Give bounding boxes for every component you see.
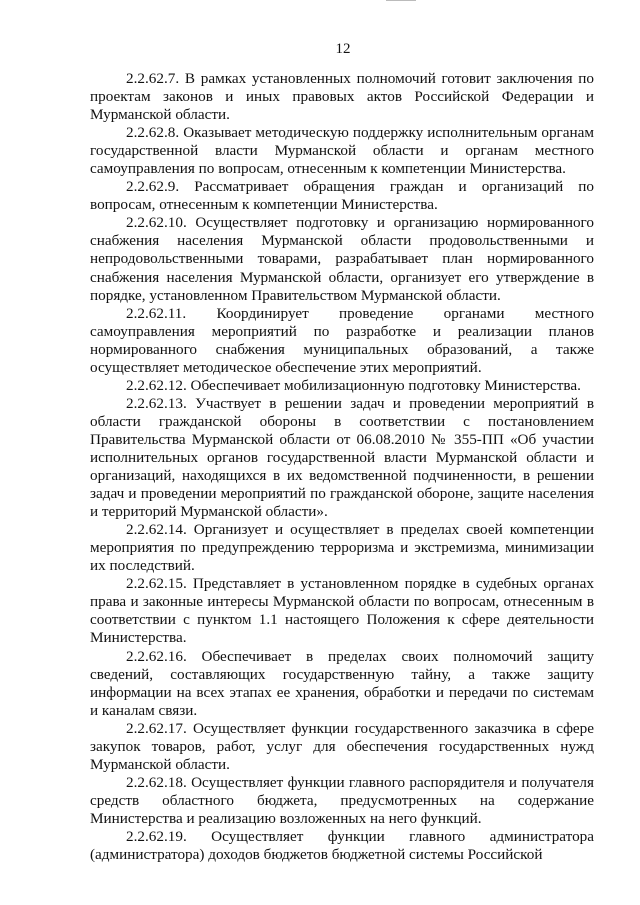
paragraph-number: 2.2.62.17. bbox=[126, 719, 187, 737]
paragraph bbox=[90, 521, 594, 575]
paragraph bbox=[90, 575, 594, 647]
paragraph bbox=[90, 214, 594, 304]
paragraph-number: 2.2.62.19. bbox=[126, 827, 187, 845]
page-number: 12 bbox=[335, 41, 351, 57]
paragraph bbox=[90, 774, 594, 828]
paragraph bbox=[90, 305, 594, 377]
paragraph-number: 2.2.62.9. bbox=[126, 178, 180, 196]
paragraph-text: Обеспечивает в пределах своих полномочий защиту сведений, составляющих государственную тайну, а также защиту информации на всех этапах ее хранения, обработки и передачи по системам и каналам связи. bbox=[90, 647, 594, 719]
paragraph-number: 2.2.62.10. bbox=[126, 214, 187, 232]
paragraph-text: Оказывает методическую поддержку исполнительным органам государственной власти Мурманской области и органам местного самоуправления по вопросам, отнесенным к компетенции Министерства. bbox=[90, 124, 595, 178]
paragraph bbox=[90, 648, 594, 720]
paragraph-number: 2.2.62.18. bbox=[126, 773, 187, 791]
paragraph-number: 2.2.62.15. bbox=[126, 575, 187, 593]
paragraph bbox=[90, 178, 594, 214]
paragraph bbox=[90, 828, 594, 864]
paragraph-text: В рамках установленных полномочий готовит заключения по проектам законов и иных правовых актов Российской Федерации и Мурманской области. bbox=[90, 70, 595, 124]
paragraph bbox=[90, 124, 594, 178]
paragraph-text: Рассматривает обращения граждан и организаций по вопросам, отнесенным к компетенции Министерства. bbox=[90, 178, 595, 214]
paragraph-text: Участвует в решении задач и проведении мероприятий в области гражданской обороны в соответствии с постановлением Правительства Мурманской области от 06.08.2010 № 355-ПП «Об участии исполнительных органов государственной власти Мурманской области и организаций, находящихся в их ведомственной подчиненности, в решении задач и проведении мероприятий по гражданской обороне, защите населения и территорий Мурманской области». bbox=[90, 394, 595, 521]
paragraph bbox=[90, 70, 594, 124]
paragraph-text: Организует и осуществляет в пределах своей компетенции мероприятия по предупреждению терроризма и экстремизма, минимизации их последствий. bbox=[90, 521, 594, 575]
paragraph-text: Осуществляет функции главного администратора (администратора) доходов бюджетов бюджетной системы Российской bbox=[90, 827, 595, 864]
paragraph-number: 2.2.62.13. bbox=[126, 394, 187, 412]
paragraph bbox=[90, 720, 594, 774]
paragraph bbox=[90, 377, 594, 395]
paragraph bbox=[90, 395, 594, 521]
scan-mark bbox=[386, 0, 416, 1]
paragraph-number: 2.2.62.11. bbox=[126, 304, 187, 322]
paragraph-text: Обеспечивает мобилизационную подготовку Министерства. bbox=[190, 376, 581, 394]
paragraph-text: Осуществляет подготовку и организацию нормированного снабжения населения Мурманской области продовольственными и непродовольственными товарами, разрабатывает план нормированного снабжения населения Мурманской области, организует его утверждение в порядке, установленном Правительством Мурманской области. bbox=[90, 214, 595, 304]
document-body bbox=[90, 70, 594, 864]
paragraph-text: Представляет в установленном порядке в судебных органах права и законные интересы Мурманской области по вопросам, отнесенным в соответствии с пунктом 1.1 настоящего Положения к сфере деятельности Министерства. bbox=[90, 575, 594, 647]
paragraph-text: Осуществляет функции главного распорядителя и получателя средств областного бюджета, предусмотренных на содержание Министерства и реализацию возложенных на него функций. bbox=[90, 773, 594, 827]
paragraph-number: 2.2.62.14. bbox=[126, 521, 187, 539]
paragraph-number: 2.2.62.16. bbox=[126, 647, 187, 665]
paragraph-text: Координирует проведение органами местного самоуправления мероприятий по разработке и реализации планов нормированного снабжения муниципальных образований, а также осуществляет методическое обеспечение этих мероприятий. bbox=[90, 304, 595, 376]
paragraph-text: Осуществляет функции государственного заказчика в сфере закупок товаров, работ, услуг для обеспечения государственных нужд Мурманской области. bbox=[90, 719, 594, 773]
paragraph-number: 2.2.62.7. bbox=[126, 70, 180, 87]
paragraph-number: 2.2.62.8. bbox=[126, 124, 180, 142]
paragraph-number: 2.2.62.12. bbox=[126, 376, 187, 394]
